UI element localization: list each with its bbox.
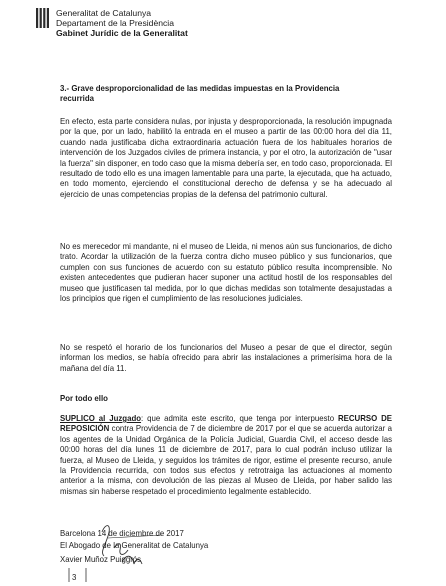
paragraph-2: No es merecedor mi mandante, ni el museo de Lleida, ni menos aún sus funcionarios, de dicho trato. Acordar la utilización de la fuerza contra dicho museo público y sus funcionarios, que cumplen con sus funciones de acuerdo con su estatuto público resulta incomprensible. No existen antecedentes que pudieran hacer suponer una actitud hostil de los responsables del museo que justificasen tal medida, por lo que dichas medidas son totalmente desajustadas a los principios que rigen el cumplimiento de las resoluciones judiciales. [60,242,392,304]
org-line-1: Generalitat de Catalunya [56,8,152,18]
org-line-2: Departament de la Presidència [56,18,174,28]
signature-office: El Abogado de la Generalitat de Catalunya [60,541,209,550]
generalitat-logo-icon [36,8,49,28]
footer-divider [60,568,100,582]
section-heading-line-1: 3.- Grave desproporcionalidad de las medidas impuestas en la Providencia [60,84,340,93]
recurso-label: RECURSO DE REPOSICIÓN [60,414,392,434]
signature-name: Xavier Muñoz Puiggrós [60,555,142,564]
org-line-3: Gabinet Jurídic de la Generalitat [56,28,188,38]
section-heading [60,84,392,105]
paragraph-3: No se respetó el horario de los funcionarios del Museo a pesar de que el director, según informan los medios, se había ofrecido para abrir las instalaciones a primerísima hora de la mañana del día 11. [60,343,392,373]
suplico-lead: SUPLICO al Juzgado [60,414,142,423]
conclusion-part-1: : que admita este escrito, que tenga por interpuesto [141,414,338,423]
paragraph-1: En efecto, esta parte considera nulas, por injusta y desproporcionada, la resolución impugnada por la que, por un lado, habilitó la entrada en el museo a partir de las 00:00 hora del día 11, cuando nada justificaba dicha extraordinaria actuación fuera de los habituales horarios de intervención de los Juzgados civiles de primera instancia, y por el otro, la autorización de "usar la fuerza" sin disponer, en todo caso que la misma debería ser, en todo caso, proporcionada. El resultado de todo ello es una imagen lamentable para una parte, la ejecutada, que ha actuado, en todo momento, ejerciendo el constitucional derecho de defensa y se ha adecuado al ejercicio de unas competencias propias de la defensa del patrimonio cultural. [60,117,392,199]
page-number: 3 [72,573,77,582]
signature-date: Barcelona 14 de diciembre de 2017 [60,529,184,538]
conclusion-paragraph [60,414,392,497]
organization-header [56,8,188,38]
section-heading-line-2: recurrida [60,94,95,104]
conclusion-heading: Por todo ello [60,394,108,403]
conclusion-part-2: contra Providencia de 7 de diciembre de 2017 por el que se acuerda autorizar a los agentes de la Unidad Orgánica de la Policía Judicial, Guardia Civil, el acceso desde las 00:00 horas del día lunes 11 de diciembre de 2017, para lo cual podrán incluso utilizar la fuerza, al Museo de Lleida, y seguidos los trámites de rigor, estime el presente recurso, anule la Providencia recurrida, con todos sus efectos y retrotraiga las actuaciones al momento anterior a la misma, con devolución de las piezas al Museo de Lleida, por haber salido las mismas sin haberse respetado el procedimiento legalmente establecido. [60,424,392,496]
